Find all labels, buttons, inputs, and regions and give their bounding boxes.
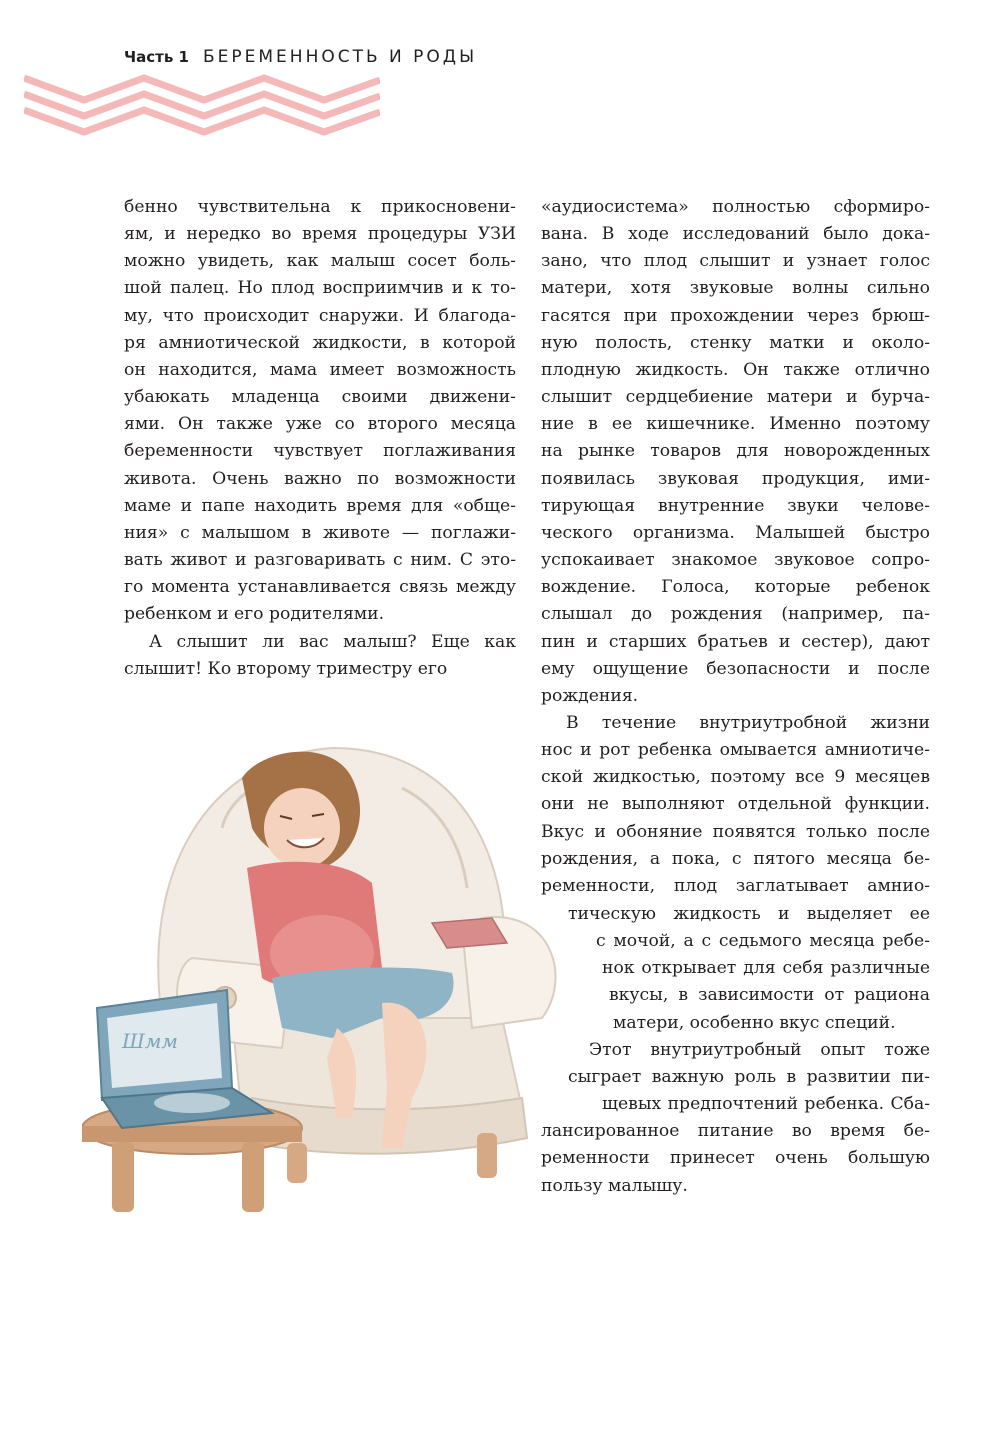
text-line: беременности чувствует поглаживания	[124, 441, 516, 462]
text-line: живота. Очень важно по возможности	[124, 468, 516, 489]
paragraph	[541, 1037, 930, 1200]
text-line: ную полость, стенку матки и около-	[541, 332, 930, 353]
text-line: вождение. Голоса, которые ребенок	[541, 577, 930, 598]
text-line: щевых предпочтений ребенка. Сба-	[602, 1094, 930, 1115]
paragraph	[541, 710, 930, 900]
paragraph	[124, 194, 516, 629]
left-column	[124, 194, 516, 683]
paragraph	[124, 629, 516, 683]
text-line: В течение внутриутробной жизни	[566, 712, 930, 733]
text-line: ребенком и его родителями.	[124, 604, 385, 625]
pregnant-woman-armchair-illustration	[82, 718, 564, 1228]
record-label: Шмм	[122, 1029, 178, 1053]
text-line: ческого организма. Малышей быстро	[541, 522, 930, 543]
text-line: пин и старших братьев и сестер), дают	[541, 631, 930, 652]
text-line: на рынке товаров для новорожденных	[541, 441, 930, 462]
text-line: го момента устанавливается связь между	[124, 577, 516, 598]
text-line: успокаивает знакомое звуковое сопро-	[541, 550, 930, 571]
text-line: Вкус и обоняние появятся только после	[541, 821, 930, 842]
text-line: он находится, мама имеет возможность	[124, 359, 516, 380]
text-line: рождения.	[541, 685, 639, 706]
text-line: нок открывает для себя различные	[602, 958, 930, 979]
text-line: лансированное питание во время бе-	[541, 1121, 930, 1142]
text-line: появилась звуковая продукция, ими-	[541, 468, 930, 489]
text-line: зано, что плод слышит и узнает голос	[541, 251, 930, 272]
text-line: бенно чувствительна к прикосновени-	[124, 197, 516, 217]
text-line: тирующая внутренние звуки челове-	[541, 495, 930, 516]
text-line: вкусы, в зависимости от рациона	[609, 985, 930, 1006]
text-line: Этот внутриутробный опыт тоже	[589, 1039, 930, 1060]
right-column	[541, 194, 930, 900]
paragraph	[541, 901, 930, 1037]
text-line: ременности принесет очень большую	[541, 1148, 930, 1169]
text-line: слышит! Ко второму триместру его	[124, 658, 448, 679]
right-column-wrap	[541, 901, 930, 1200]
text-line: гасятся при прохождении через брюш-	[541, 305, 930, 326]
text-line: шой палец. Но плод восприимчив и к то-	[124, 278, 516, 299]
text-line: ния» с малышом в животе — поглажи-	[124, 522, 516, 543]
text-line: ему ощущение безопасности и после	[541, 658, 930, 679]
text-line: нос и рот ребенка омывается амниотиче-	[541, 740, 930, 761]
text-line: вать живот и разговаривать с ним. С это-	[124, 550, 516, 571]
text-line: они не выполняют отдельной функции.	[541, 794, 930, 815]
text-line: ям, и нередко во время процедуры УЗИ	[124, 224, 516, 245]
text-line: ременности, плод заглатывает амнио-	[541, 875, 930, 896]
text-line: «аудиосистема» полностью сформиро-	[541, 197, 930, 217]
text-line: маме и папе находить время для «обще-	[124, 495, 516, 516]
text-line: плодную жидкость. Он также отлично	[541, 359, 930, 380]
text-line: вана. В ходе исследований было дока-	[541, 224, 930, 245]
text-line: пользу малышу.	[541, 1175, 688, 1196]
text-line: тическую жидкость и выделяет ее	[568, 904, 930, 924]
text-line: с мочой, а с седьмого месяца ребе-	[596, 931, 930, 952]
text-line: ние в ее кишечнике. Именно поэтому	[541, 414, 930, 435]
part-label: Часть 1	[124, 48, 189, 66]
paragraph	[541, 194, 930, 710]
text-line: сыграет важную роль в развитии пи-	[568, 1066, 930, 1087]
text-line: му, что происходит снаружи. И благода-	[124, 305, 516, 326]
text-line: матери, хотя звуковые волны сильно	[541, 278, 930, 299]
section-title: БЕРЕМЕННОСТЬ И РОДЫ	[202, 47, 478, 67]
text-line: ями. Он также уже со второго месяца	[124, 414, 516, 435]
text-line: А слышит ли вас малыш? Еще как	[149, 631, 516, 652]
page-header	[124, 47, 477, 71]
chevron-decoration	[24, 72, 380, 144]
text-line: слышал до рождения (например, па-	[541, 604, 930, 625]
text-line: слышит сердцебиение матери и бурча-	[541, 387, 930, 408]
text-line: можно увидеть, как малыш сосет боль-	[124, 251, 516, 272]
text-line: убаюкать младенца своими движени-	[124, 387, 516, 408]
text-line: ской жидкостью, поэтому все 9 месяцев	[541, 767, 930, 788]
text-line: рождения, а пока, с пятого месяца бе-	[541, 848, 930, 869]
text-line: ря амниотической жидкости, в которой	[124, 332, 516, 353]
text-line: матери, особенно вкус специй.	[613, 1012, 896, 1033]
